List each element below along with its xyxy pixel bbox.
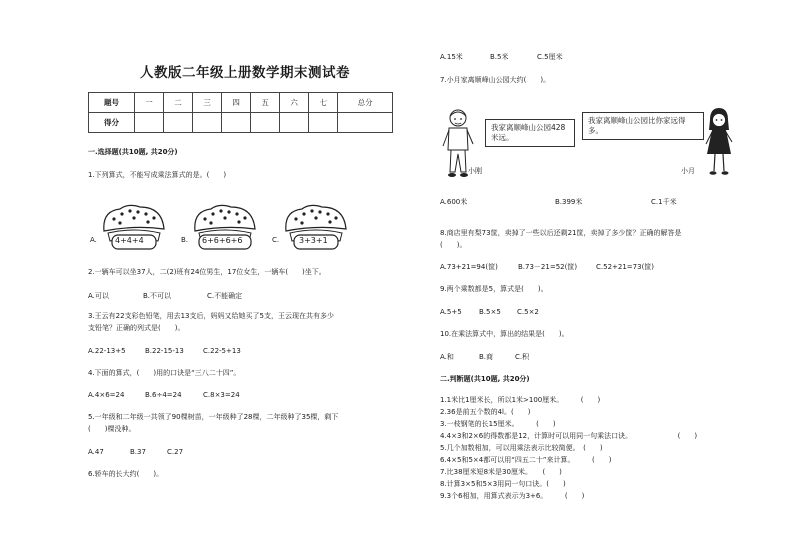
judge-question: 9.3个6相加，用算式表示为3+6。 ( ) [440,492,585,500]
q2-option: C.不能确定 [207,292,243,300]
score-cell[interactable] [251,113,280,133]
q6-option: A.15米 [440,53,463,61]
question-8-line-1: 8.商店里有梨73筐，卖掉了一些以后还剩21筐，卖掉了多少筐？正确的解答是 [440,229,682,237]
q8-option: B.73－21=52(筐) [518,263,578,271]
q5-option: C.27 [167,448,184,456]
score-header-cell: 四 [222,93,251,113]
girl-figure-illustration [702,108,736,178]
q8-option: A.73+21=94(筐) [440,263,498,271]
q3-option: B.22-15-13 [145,347,184,355]
score-header-cell: 三 [193,93,222,113]
question-3-line-2: 支铅笔？正确的列式是( )。 [88,324,185,332]
judge-question: 5.几个加数相加，可以用乘法表示比较简便。 ( ) [440,444,603,452]
question-4: 4.下面的算式，( )用的口诀是“三八二十四”。 [88,369,241,377]
q3-option: A.22-13+5 [88,347,126,355]
q1-option-letter: C. [272,236,280,244]
score-cell[interactable] [338,113,393,133]
q7-option: A.600米 [440,198,468,206]
q5-option: B.37 [130,448,146,456]
score-header-cell: 五 [251,93,280,113]
judge-question: 4.4×3和2×6的得数都是12，计算时可以用同一句乘法口诀。 ( ) [440,432,698,440]
section-heading-judgement: 二.判断题(共10题, 共20分) [440,375,530,383]
score-cell[interactable] [309,113,338,133]
q10-option: B.商 [479,353,494,361]
q10-option: A.和 [440,353,454,361]
q5-option: A.47 [88,448,104,456]
q6-option: C.5厘米 [537,53,563,61]
score-cell[interactable] [135,113,164,133]
score-header-cell: 总分 [338,93,393,113]
score-row-label: 得分 [89,113,135,133]
score-table-score-row [89,113,393,133]
judge-question: 8.计算3×5和5×3用同一句口诀。( ) [440,480,566,488]
q1-option-letter: B. [181,236,189,244]
score-table-header-row [89,93,393,113]
girl-speech-bubble: 我家离顺峰山公园比你家远得多。 [582,112,704,140]
page-title: 人教版二年级上册数学期末测试卷 [140,65,350,81]
question-6: 6.轿车的长大约( )。 [88,470,164,478]
q1-option-c-expression: 3+3+1 [299,236,328,245]
q10-option: C.积 [515,353,530,361]
score-header-cell: 一 [135,93,164,113]
score-table [88,92,393,133]
q1-option-letter: A. [90,236,97,244]
q2-option: A.可以 [88,292,109,300]
q6-option: B.5米 [490,53,509,61]
judge-question: 1.1米比1厘米长，所以1米>100厘米。 ( ) [440,396,601,404]
q3-option: C.22-5+13 [203,347,241,355]
q2-option: B.不可以 [143,292,172,300]
score-header-cell: 六 [280,93,309,113]
q1-option-b-expression: 6+6+6+6 [202,236,243,245]
judge-question: 6.4×5和5×4都可以用“四五二十”来计算。 ( ) [440,456,612,464]
score-cell[interactable] [193,113,222,133]
q8-option: C.52+21=73(筐) [596,263,655,271]
question-10: 10.在乘法算式中，算出的结果是( )。 [440,330,569,338]
question-7: 7.小月家离顺峰山公园大约( )。 [440,76,551,84]
score-cell[interactable] [222,113,251,133]
q4-option: A.4×6=24 [88,391,125,399]
judge-question: 3.一枝钢笔的长15厘米。 ( ) [440,420,556,428]
question-5-line-2: ( )棵没种。 [88,425,136,433]
score-header-cell: 七 [309,93,338,113]
question-1: 1.下列算式，不能写成乘法算式的是。( ) [88,171,227,179]
judge-question: 2.36是前五个数的4l。( ) [440,408,531,416]
score-cell[interactable] [164,113,193,133]
q9-option: C.5×2 [517,308,539,316]
boy-name-label: 小刚 [468,167,482,175]
q7-option: B.399米 [555,198,583,206]
score-header-cell: 二 [164,93,193,113]
girl-name-label: 小月 [681,167,695,175]
question-2: 2.一辆车可以坐37人，二(2)班有24位男生，17位女生，一辆车( )坐下。 [88,268,326,276]
q1-option-a-expression: 4+4+4 [115,236,144,245]
question-3-line-1: 3.王云有22支彩色铅笔，用去13支后，妈妈又给她买了5支，王云现在共有多少 [88,312,334,320]
score-header-cell: 题号 [89,93,135,113]
question-8-line-2: ( )。 [440,241,467,249]
question-9: 9.两个乘数都是5，算式是( )。 [440,285,548,293]
q7-option: C.1千米 [651,198,677,206]
boy-speech-bubble: 我家离顺峰山公园428米远。 [485,119,575,147]
score-cell[interactable] [280,113,309,133]
section-heading-choice: 一.选择题(共10题, 共20分) [88,148,178,156]
q9-option: B.5×5 [479,308,501,316]
q9-option: A.5+5 [440,308,462,316]
judge-question: 7.比38厘米短8米是30厘米。 ( ) [440,468,562,476]
question-5-line-1: 5.一年级和二年级一共领了90棵树苗，一年级种了28棵，二年级种了35棵，剩下 [88,413,339,421]
q4-option: C.8×3=24 [203,391,240,399]
q4-option: B.6÷4=24 [145,391,182,399]
